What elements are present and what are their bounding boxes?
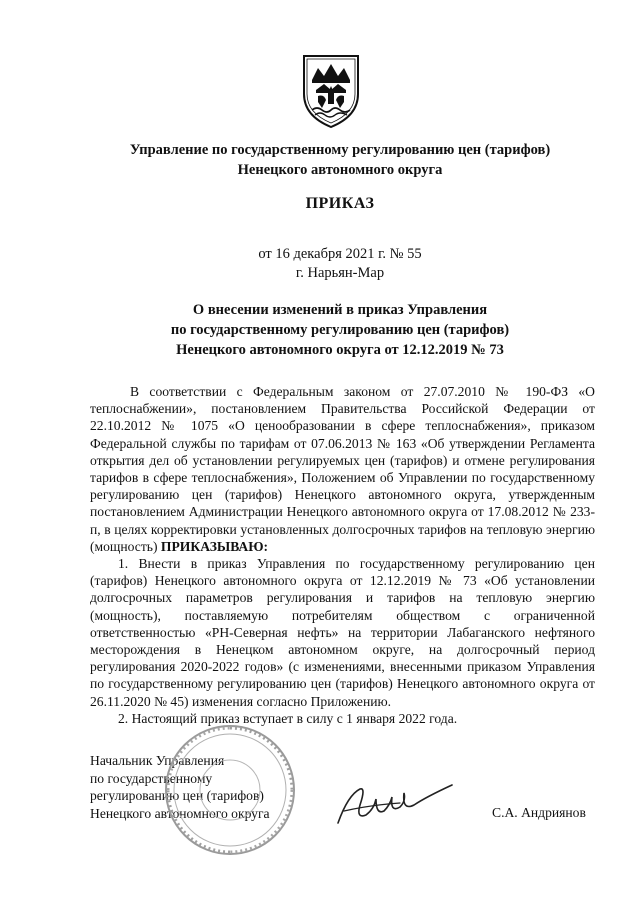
position-line1: Начальник Управления [90,753,225,768]
item-1: 1. Внести в приказ Управления по государственному регулированию цен (тарифов) Ненецкого автономного округа от 12.12.2019 № 73 «Об установлении долгосрочных параметров регулирования и тарифов на тепловую энергию (мощность), поставляемую потребителям обществом с ограниченной ответственностью «РН-Северная нефть» на территории Лабаганского нефтяного месторождения в Ненецком автономном округе, на долгосрочный период регулирования 2020-2022 годов» (с изменениями, внесенными приказом Управления по государственному регулированию цен (тарифов) Ненецкого автономного округа от 26.11.2020 № 45) изменения согласно Приложению. [90,556,595,709]
date-number: от 16 декабря 2021 г. № 55 [258,246,422,262]
document-body [90,383,595,727]
item-2: 2. Настоящий приказ вступает в силу с 1 января 2022 года. [118,710,458,726]
coat-of-arms-icon [300,50,362,130]
place: г. Нарьян-Мар [295,265,385,281]
position-line4: Ненецкого автономного округа [90,805,270,821]
title-line3: Ненецкого автономного округа от 12.12.2019 № 73 [176,342,504,358]
document-title [60,300,620,360]
organization-name-line2: Ненецкого автономного округа [237,162,443,178]
organization-name [60,140,620,180]
preamble-text: В соответствии с Федеральным законом от 27.07.2010 № 190-ФЗ «О теплоснабжении», постановлением Правительства Российской Федерации от 22.10.2012 № 1075 «О ценообразовании в сфере теплоснабжения», приказом Федеральной службы по тарифам от 07.06.2013 № 163 «Об утверждении Регламента открытия дел об установлении регулируемых цен (тарифов) и отмене регулирования тарифов в сфере теплоснабжения», Положением об Управлении по государственному регулированию цен (тарифов) Ненецкого автономного округа, утвержденным постановлением Администрации Ненецкого автономного округа от 17.08.2012 № 233-п, в целях корректировки установленных долгосрочных тарифов на тепловую энергию (мощность) [90,384,595,554]
preamble-paragraph [90,383,595,555]
document-type: ПРИКАЗ [305,195,375,212]
signatory-name: С.А. Андриянов [492,805,586,820]
title-line2: по государственному регулированию цен (тарифов) [170,322,510,338]
handwritten-signature [330,775,460,835]
position-line3: регулированию цен (тарифов) [90,788,264,803]
position-line2: по государственному [90,770,213,786]
order-word: ПРИКАЗЫВАЮ: [160,538,269,554]
organization-name-line1: Управление по государственному регулированию цен (тарифов) [129,142,551,158]
official-seal-stamp [160,720,300,860]
document-meta [60,245,620,283]
title-line1: О внесении изменений в приказ Управления [192,302,488,318]
